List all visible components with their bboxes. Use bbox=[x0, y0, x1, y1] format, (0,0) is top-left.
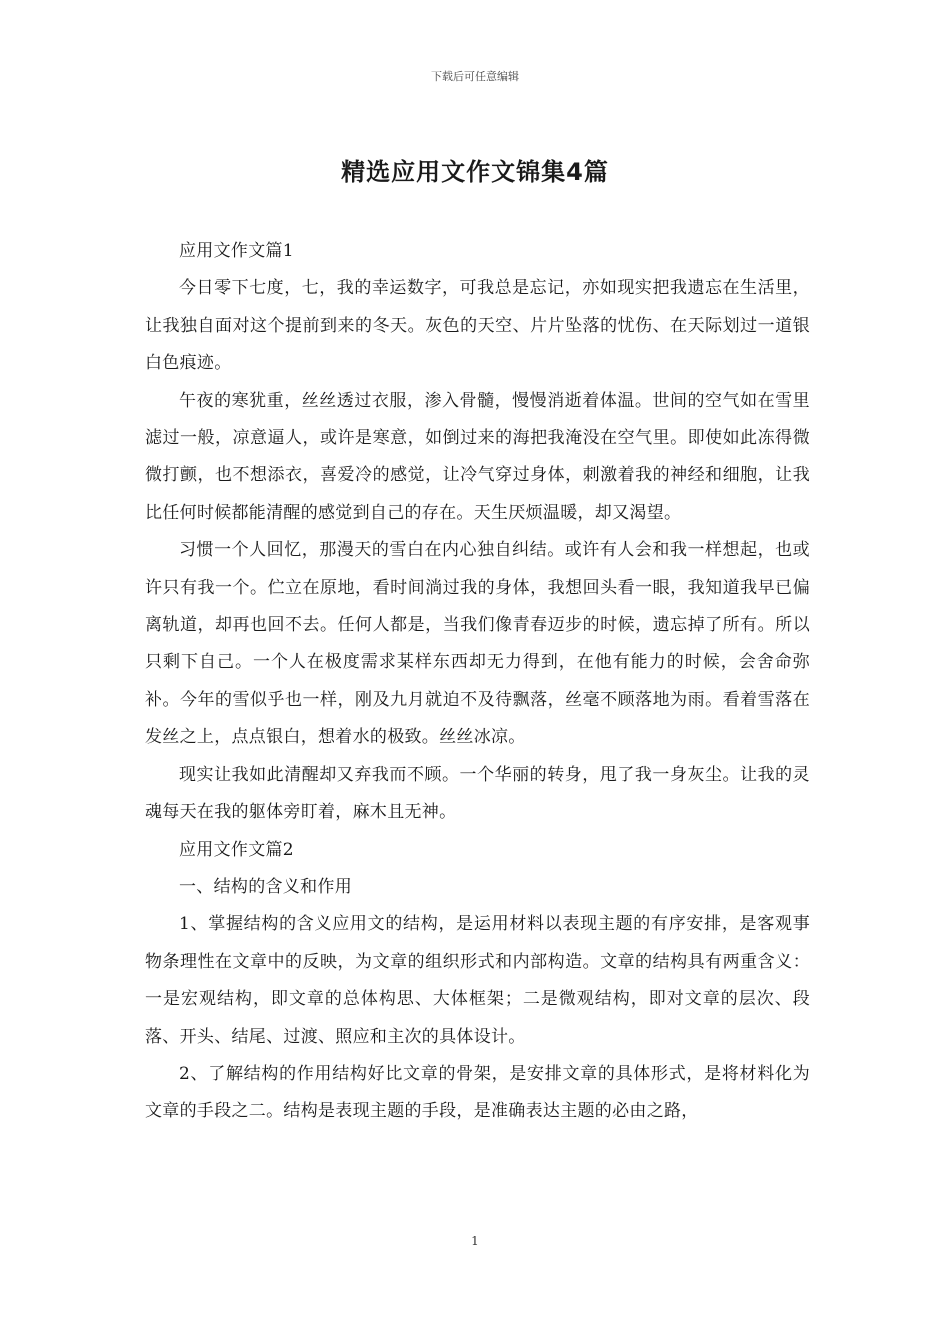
section-heading-1: 应用文作文篇1 bbox=[179, 241, 294, 261]
paragraph: 习惯一个人回忆，那漫天的雪白在内心独自纠结。或许有人会和我一样想起，也或许只有我一个。伫立在原地，看时间淌过我的身体，我想回头看一眼，我知道我早已偏离轨道，却再也回不去。任何人都是，当我们像青春迈步的时候，遗忘掉了所有。所以只剩下自己。一个人在极度需求某样东西却无力得到，在他有能力的时候，会舍命弥补。今年的雪似乎也一样，刚及九月就迫不及待飘落，丝毫不顾落地为雨。看着雪落在发丝之上，点点银白，想着水的极致。丝丝冰凉。 bbox=[145, 540, 810, 748]
header-note: 下载后可任意编辑 bbox=[431, 70, 519, 83]
paragraph: 现实让我如此清醒却又弃我而不顾。一个华丽的转身，甩了我一身灰尘。让我的灵魂每天在我的躯体旁盯着，麻木且无神。 bbox=[145, 764, 810, 823]
page-number: 1 bbox=[471, 1234, 479, 1248]
paragraph: 2、了解结构的作用结构好比文章的骨架，是安排文章的具体形式，是将材料化为文章的手段之二。结构是表现主题的手段，是准确表达主题的必由之路， bbox=[145, 1063, 810, 1122]
document-body bbox=[145, 233, 810, 1131]
paragraph: 午夜的寒犹重，丝丝透过衣服，渗入骨髓，慢慢消逝着体温。世间的空气如在雪里滤过一般，凉意逼人，或许是寒意，如倒过来的海把我淹没在空气里。即使如此冻得微微打颤，也不想添衣，喜爱冷的感觉，让冷气穿过身体，刺激着我的神经和细胞，让我比任何时候都能清醒的感觉到自己的存在。天生厌烦温暖，却又渴望。 bbox=[145, 390, 810, 523]
paragraph: 1、掌握结构的含义应用文的结构，是运用材料以表现主题的有序安排，是客观事物条理性在文章中的反映，为文章的组织形式和内部构造。文章的结构具有两重含义：一是宏观结构，即文章的总体构思、大体框架；二是微观结构，即对文章的层次、段落、开头、结尾、过渡、照应和主次的具体设计。 bbox=[145, 914, 810, 1047]
subheading: 一、结构的含义和作用 bbox=[179, 876, 352, 897]
document-title: 精选应用文作文锦集4篇 bbox=[341, 158, 609, 186]
paragraph: 今日零下七度，七，我的幸运数字，可我总是忘记，亦如现实把我遗忘在生活里，让我独自面对这个提前到来的冬天。灰色的天空、片片坠落的忧伤、在天际划过一道银白色痕迹。 bbox=[145, 278, 810, 374]
section-heading-2: 应用文作文篇2 bbox=[179, 839, 294, 860]
